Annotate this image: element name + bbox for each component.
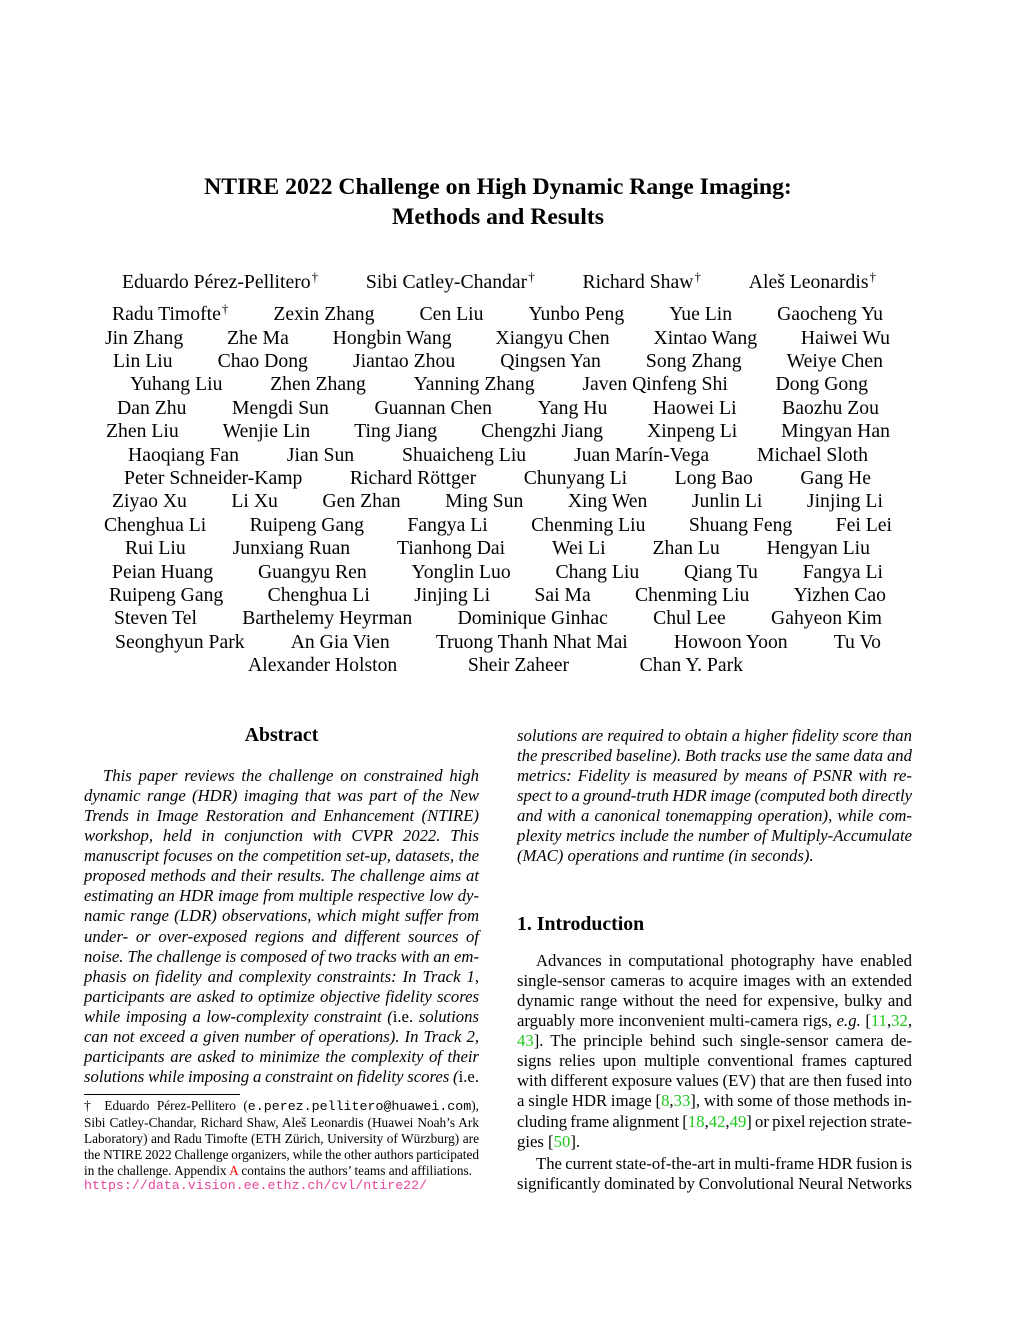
- author-name: [582, 270, 701, 294]
- intro-line: [517, 1132, 912, 1152]
- author-row: [84, 490, 912, 513]
- author-name: Yue Lin: [669, 303, 733, 326]
- citation-link[interactable]: 42: [708, 1111, 726, 1131]
- url-link[interactable]: https://data.vision.ee.ethz.ch/cvl/ntire22/: [84, 1178, 428, 1193]
- abstract-line: can not exceed a given number of operations). In Track 2,: [84, 1026, 479, 1046]
- abstract-line: phasis on fidelity and complexity constraints: In Track 1,: [84, 966, 479, 986]
- footnote-rule: [84, 1094, 240, 1095]
- author-name: Qiang Tu: [683, 560, 758, 583]
- citation-link[interactable]: 49: [729, 1111, 747, 1131]
- author-row: [84, 607, 912, 630]
- author-name: Wenjie Lin: [222, 420, 311, 443]
- author-row: [84, 373, 912, 396]
- abstract-line: dynamic range (HDR) imaging that was part of the New: [84, 786, 479, 806]
- citation-link[interactable]: 33: [673, 1091, 691, 1111]
- author-name: Gahyeon Kim: [771, 607, 882, 630]
- text-span: cluding frame alignment [: [517, 1111, 688, 1131]
- author-name: Zhen Zhang: [270, 373, 366, 396]
- text-span: [: [860, 1011, 871, 1031]
- author-name: Michael Sloth: [756, 443, 868, 466]
- citation-link[interactable]: 50: [553, 1131, 571, 1151]
- author-name: Song Zhang: [645, 350, 742, 373]
- dagger-mark: †: [869, 269, 876, 284]
- abstract-line: workshop, held in conjunction with CVPR 2022. This: [84, 826, 479, 846]
- author-name: Long Bao: [674, 467, 753, 490]
- author-name: Wei Li: [551, 537, 606, 560]
- author-name-text: Richard Shaw: [582, 271, 694, 293]
- abstract-line: (MAC) operations and runtime (in seconds).: [517, 846, 814, 866]
- intro-line: significantly dominated by Convolutional Neural Networks: [517, 1174, 912, 1194]
- author-row: [84, 631, 912, 654]
- author-name: Haiwei Wu: [800, 326, 890, 349]
- author-row: [84, 654, 912, 677]
- author-name: Juan Marín-Vega: [574, 443, 710, 466]
- text-span: ),: [471, 1098, 479, 1113]
- abstract-line: Trends in Image Restoration and Enhancement (NTIRE): [84, 806, 479, 826]
- text-span: while imposing a low-complexity constraint (: [84, 1006, 393, 1026]
- text-span: ,: [725, 1111, 730, 1131]
- author-name: [122, 270, 318, 294]
- author-name: Chang Liu: [555, 560, 640, 583]
- author-name: Steven Tel: [114, 607, 198, 630]
- abstract-line: plexity metrics include the number of Multiply-Accumulate: [517, 826, 912, 846]
- text-span: ,: [886, 1011, 892, 1031]
- author-name: Junlin Li: [691, 490, 763, 513]
- text-span: ].: [570, 1131, 581, 1151]
- author-name: Zexin Zhang: [273, 303, 375, 326]
- author-row: [84, 444, 912, 467]
- author-name: Shuaicheng Liu: [402, 443, 527, 466]
- footnote-line: [84, 1163, 479, 1179]
- abstract-line: spect to a ground-truth HDR image (computed both directly: [517, 786, 912, 806]
- abstract-line: estimating an HDR image from multiple respective low dy-: [84, 886, 479, 906]
- author-name: Qingsen Yan: [500, 350, 601, 373]
- upright-text: i.e.: [392, 1006, 414, 1026]
- author-name: Chenming Liu: [531, 513, 646, 536]
- citation-link[interactable]: 8: [661, 1091, 670, 1111]
- author-name: Chul Lee: [653, 607, 726, 630]
- author-name: Jian Sun: [286, 443, 355, 466]
- author-name: Haoqiang Fan: [128, 443, 239, 466]
- author-name: Zhan Lu: [652, 537, 720, 560]
- author-name: Guangyu Ren: [257, 560, 367, 583]
- author-name: Fangya Li: [407, 513, 488, 536]
- author-name: Yizhen Cao: [793, 583, 886, 606]
- author-name: Truong Thanh Nhat Mai: [435, 630, 628, 653]
- footnote-line: Laboratory) and Radu Timofte (ETH Zürich, University of Würzburg) are: [84, 1131, 479, 1146]
- author-name-text: Radu Timofte: [112, 303, 221, 326]
- intro-line: signs relies upon multiple conventional frames captured: [517, 1051, 912, 1071]
- intro-paragraph: [517, 951, 912, 1152]
- text-span: gies [: [517, 1131, 554, 1151]
- author-name: An Gia Vien: [290, 630, 390, 653]
- author-name: Ming Sun: [445, 490, 524, 513]
- author-name: Howoon Yoon: [673, 630, 788, 653]
- author-name: Chengzhi Jiang: [481, 420, 604, 443]
- text-span: ]. The principle behind such single-sensor camera de-: [533, 1031, 912, 1051]
- author-name-text: Eduardo Pérez-Pellitero: [122, 271, 311, 293]
- author-name: Jinjing Li: [414, 583, 491, 606]
- author-name: Jin Zhang: [105, 326, 184, 349]
- abstract-line: [84, 1067, 479, 1087]
- author-name: Zhen Liu: [106, 420, 179, 443]
- title-line: Methods and Results: [392, 204, 604, 230]
- abstract-line: namic range (LDR) observations, which might suffer from: [84, 906, 479, 926]
- citation-link[interactable]: 11: [870, 1011, 887, 1031]
- author-name: Sai Ma: [534, 583, 591, 606]
- author-name-text: Aleš Leonardis: [748, 271, 869, 293]
- intro-line: [517, 1112, 912, 1132]
- author-name: Zhe Ma: [227, 326, 289, 349]
- title-line: NTIRE 2022 Challenge on High Dynamic Range Imaging:: [204, 174, 792, 200]
- text-span: ,: [669, 1091, 674, 1111]
- author-name: Richard Röttger: [349, 467, 477, 490]
- abstract-line: participants are asked to minimize the complexity of their: [84, 1046, 479, 1066]
- text-span: contains the authors’ teams and affiliations.: [238, 1163, 472, 1178]
- intro-line: dynamic range without the need for expensive, bulky and: [517, 991, 912, 1011]
- author-name: Yuhang Liu: [130, 373, 223, 396]
- author-name: Yonglin Luo: [411, 560, 511, 583]
- author-name: [112, 303, 228, 326]
- author-name: Ting Jiang: [354, 420, 438, 443]
- author-name: Gen Zhan: [322, 490, 401, 513]
- author-name: Guannan Chen: [374, 396, 493, 419]
- footnote-line: [84, 1098, 479, 1115]
- citation-link[interactable]: 32: [891, 1011, 908, 1031]
- text-span: † Eduardo Pérez-Pellitero (: [84, 1098, 248, 1113]
- author-name: Yanning Zhang: [413, 373, 535, 396]
- footnote-line: Sibi Catley-Chandar, Richard Shaw, Aleš Leonardis (Huawei Noah’s Ark: [84, 1115, 479, 1130]
- text-span: ,: [704, 1111, 709, 1131]
- author-list: [84, 303, 912, 677]
- citation-link[interactable]: 18: [687, 1111, 705, 1131]
- author-name: Dong Gong: [775, 373, 868, 396]
- author-name: Dan Zhu: [117, 396, 187, 419]
- author-name: Lin Liu: [113, 350, 173, 373]
- intro-paragraph: [517, 1154, 912, 1194]
- author-name: Chao Dong: [217, 350, 308, 373]
- author-row: [84, 420, 912, 443]
- organizer-authors: [84, 270, 912, 294]
- email-address: e.perez.pellitero@huawei.com: [247, 1099, 472, 1114]
- author-row: [84, 397, 912, 420]
- intro-line: The current state-of-the-art in multi-frame HDR fusion is: [536, 1154, 912, 1173]
- author-name: Xinpeng Li: [646, 420, 738, 443]
- abstract-line: manuscript focuses on the competition set-up, datasets, the: [84, 846, 479, 866]
- author-name: Chenghua Li: [267, 583, 370, 606]
- text-span: ], with some of those methods in-: [690, 1091, 912, 1111]
- author-name: Seonghyun Park: [115, 630, 245, 653]
- abstract-line: and with a canonical tonemapping operation), while com-: [517, 806, 912, 826]
- author-name: Haowei Li: [652, 396, 737, 419]
- author-name: Chenming Liu: [635, 583, 750, 606]
- abstract-line: [84, 1007, 479, 1027]
- author-name: Tianhong Dai: [397, 537, 506, 560]
- author-name: Yunbo Peng: [528, 303, 625, 326]
- text-span: solutions while imposing a constraint on fidelity scores (: [84, 1066, 459, 1086]
- abstract-line: participants are asked to optimize objective fidelity scores: [84, 986, 479, 1006]
- upright-text: i.e.: [458, 1066, 479, 1086]
- abstract-line: solutions are required to obtain a higher fidelity score than: [517, 726, 912, 745]
- dagger-mark: †: [221, 301, 229, 317]
- dagger-mark: †: [528, 269, 535, 284]
- text-span: a single HDR image [: [517, 1091, 662, 1111]
- author-name: Javen Qinfeng Shi: [582, 373, 728, 396]
- author-row: [84, 327, 912, 350]
- text-span: ] or pixel rejection strate-: [746, 1111, 912, 1131]
- abstract-line: This paper reviews the challenge on constrained high: [103, 766, 479, 785]
- author-name: Yang Hu: [537, 396, 608, 419]
- author-row: [84, 537, 912, 560]
- author-row: [84, 561, 912, 584]
- dagger-mark: †: [694, 269, 701, 284]
- author-name: Jinjing Li: [806, 490, 883, 513]
- author-name: Cen Liu: [419, 303, 484, 326]
- intro-line: [517, 1011, 912, 1031]
- author-name: Jiantao Zhou: [352, 350, 456, 373]
- author-name-text: Sibi Catley-Chandar: [365, 271, 528, 293]
- dagger-mark: †: [311, 269, 319, 284]
- abstract-line: the prescribed baseline). Both tracks use the same data and: [517, 746, 912, 766]
- author-name: Fei Lei: [835, 513, 892, 536]
- abstract-line: proposed methods and their results. The challenge aims at: [84, 866, 479, 886]
- author-name: Alexander Holston: [248, 654, 398, 677]
- author-name: Barthelemy Heyrman: [242, 607, 413, 630]
- author-name: Rui Liu: [125, 537, 186, 560]
- author-name: [366, 270, 535, 294]
- author-name: Gaocheng Yu: [777, 303, 883, 326]
- footnote: [84, 1098, 479, 1179]
- text-span: ,: [907, 1011, 912, 1031]
- author-name: Chunyang Li: [523, 467, 628, 490]
- author-name: Mengdi Sun: [232, 396, 329, 419]
- author-name: [749, 270, 876, 294]
- author-name: Li Xu: [231, 490, 278, 513]
- author-row: [84, 303, 912, 326]
- intro-line: [517, 1091, 912, 1111]
- author-name: Shuang Feng: [688, 513, 793, 536]
- abstract-body-right: [517, 726, 912, 866]
- author-row: [84, 514, 912, 537]
- author-name: Gang He: [800, 467, 871, 490]
- citation-link[interactable]: 43: [517, 1031, 534, 1051]
- emphasis-text: e.g.: [836, 1011, 861, 1031]
- abstract-line: under- or over-exposed regions and different sources of: [84, 926, 479, 946]
- author-row: [84, 350, 912, 373]
- author-name: Hongbin Wang: [332, 326, 452, 349]
- section-heading: 1. Introduction: [517, 913, 645, 935]
- author-name: Sheir Zaheer: [467, 654, 570, 677]
- text-span: solutions: [413, 1006, 479, 1026]
- author-name: Xiangyu Chen: [495, 326, 610, 349]
- author-name: Ziyao Xu: [112, 490, 187, 513]
- intro-line: single-sensor cameras to acquire images with an extended: [517, 971, 912, 991]
- author-name: Weiye Chen: [786, 350, 883, 373]
- author-name: Mingyan Han: [781, 420, 890, 443]
- author-row: [84, 584, 912, 607]
- text-span: in the challenge. Appendix: [84, 1163, 230, 1178]
- author-name: Xintao Wang: [653, 326, 758, 349]
- author-name: Peter Schneider-Kamp: [124, 467, 303, 490]
- author-name: Ruipeng Gang: [249, 513, 364, 536]
- intro-line: Advances in computational photography have enabled: [536, 951, 912, 970]
- author-name: Chan Y. Park: [639, 654, 743, 677]
- abstract-line: metrics: Fidelity is measured by means of PSNR with re-: [517, 766, 912, 786]
- author-name: Hengyan Liu: [766, 537, 870, 560]
- author-name: Tu Vo: [833, 630, 881, 653]
- paper-title: [84, 172, 912, 232]
- abstract-body-left: [84, 766, 479, 1087]
- author-name: Ruipeng Gang: [109, 583, 224, 606]
- abstract-line: noise. The challenge is composed of two tracks with an em-: [84, 946, 479, 966]
- appendix-link[interactable]: A: [229, 1163, 238, 1178]
- author-row: [84, 467, 912, 490]
- author-name: Dominique Ginhac: [457, 607, 608, 630]
- author-name: Baozhu Zou: [782, 396, 879, 419]
- text-span: arguably more inconvenient multi-camera rigs,: [517, 1011, 837, 1031]
- author-name: Peian Huang: [112, 560, 214, 583]
- abstract-heading: Abstract: [244, 724, 319, 746]
- author-name: Junxiang Ruan: [232, 537, 351, 560]
- author-name: Xing Wen: [567, 490, 648, 513]
- author-name: Chenghua Li: [104, 513, 207, 536]
- intro-line: [517, 1031, 912, 1051]
- author-name: Fangya Li: [802, 560, 883, 583]
- intro-line: with different exposure values (EV) that are then fused into: [517, 1071, 912, 1091]
- footnote-line: the NTIRE 2022 Challenge organizers, while the other authors participated: [84, 1147, 479, 1162]
